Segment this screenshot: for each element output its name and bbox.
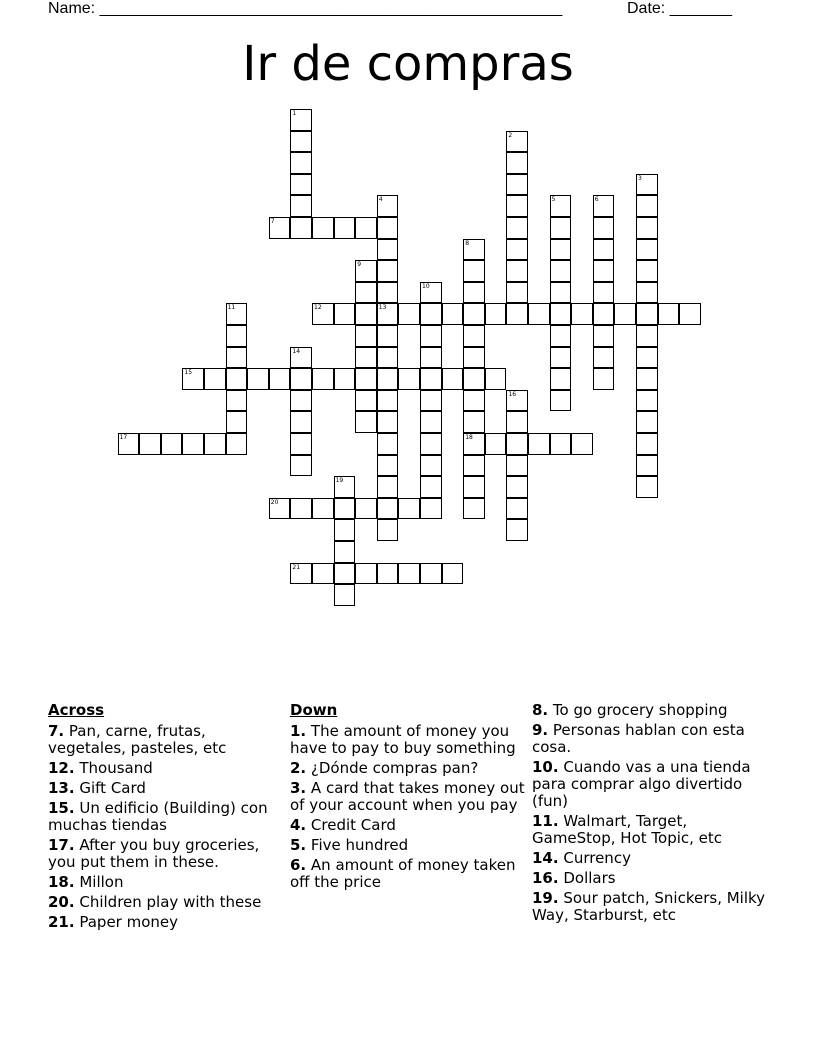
grid-cell[interactable] xyxy=(506,411,528,433)
grid-cell[interactable] xyxy=(571,303,593,325)
grid-cell[interactable] xyxy=(377,325,399,347)
clue-item xyxy=(48,760,284,777)
grid-cell[interactable] xyxy=(377,282,399,304)
grid-cell[interactable] xyxy=(290,217,312,239)
grid-cell[interactable] xyxy=(420,476,442,498)
grid-cell[interactable] xyxy=(377,411,399,433)
grid-cell[interactable] xyxy=(377,390,399,412)
clue-number: 4. xyxy=(290,816,307,834)
grid-cell[interactable] xyxy=(593,217,615,239)
grid-cell[interactable] xyxy=(377,260,399,282)
grid-cell[interactable] xyxy=(377,433,399,455)
grid-cell[interactable] xyxy=(636,303,658,325)
grid-cell[interactable] xyxy=(463,282,485,304)
grid-cell[interactable] xyxy=(377,563,399,585)
clue-number: 13. xyxy=(48,779,75,797)
clue-item xyxy=(290,817,526,834)
grid-cell[interactable] xyxy=(355,325,377,347)
grid-cell[interactable] xyxy=(355,282,377,304)
clue-text: After you buy groceries, you put them in these. xyxy=(48,836,260,871)
grid-cell[interactable] xyxy=(593,260,615,282)
clue-number: 12. xyxy=(48,759,75,777)
grid-cell[interactable] xyxy=(226,433,248,455)
grid-cell[interactable] xyxy=(463,411,485,433)
grid-cell[interactable] xyxy=(506,282,528,304)
grid-cell[interactable] xyxy=(290,195,312,217)
name-field[interactable]: Name: ____________________________________________________ xyxy=(48,0,563,17)
grid-cell[interactable] xyxy=(182,368,204,390)
clue-item xyxy=(48,780,284,797)
grid-cell[interactable] xyxy=(463,498,485,520)
grid-cell[interactable] xyxy=(312,368,334,390)
grid-cell[interactable] xyxy=(593,368,615,390)
grid-cell[interactable] xyxy=(312,217,334,239)
grid-cell[interactable] xyxy=(506,455,528,477)
grid-cell[interactable] xyxy=(290,347,312,369)
clue-number: 5. xyxy=(290,836,307,854)
clue-number: 15. xyxy=(48,799,75,817)
grid-cell[interactable] xyxy=(506,152,528,174)
grid-cell[interactable] xyxy=(614,303,636,325)
grid-cell[interactable] xyxy=(377,347,399,369)
clue-number: 21. xyxy=(48,913,75,931)
grid-cell[interactable] xyxy=(377,476,399,498)
grid-cell[interactable] xyxy=(463,347,485,369)
grid-cell[interactable] xyxy=(226,368,248,390)
grid-cell[interactable] xyxy=(463,390,485,412)
cell-number: 4 xyxy=(378,196,383,204)
grid-cell[interactable] xyxy=(550,195,572,217)
cell-number: 17 xyxy=(119,434,128,441)
grid-cell[interactable] xyxy=(290,109,312,131)
grid-cell[interactable] xyxy=(247,368,269,390)
clue-item xyxy=(48,800,284,834)
grid-cell[interactable] xyxy=(593,239,615,261)
grid-cell[interactable] xyxy=(420,282,442,304)
grid-cell[interactable] xyxy=(506,498,528,520)
grid-cell[interactable] xyxy=(442,303,464,325)
clue-number: 17. xyxy=(48,836,75,854)
cell-number: 9 xyxy=(357,261,362,269)
clue-item xyxy=(532,870,768,887)
clue-item xyxy=(48,914,284,931)
clue-text: The amount of money you have to pay to buy something xyxy=(290,722,516,757)
grid-cell[interactable] xyxy=(463,303,485,325)
grid-cell[interactable] xyxy=(377,455,399,477)
grid-cell[interactable] xyxy=(290,433,312,455)
grid-cell[interactable] xyxy=(269,217,291,239)
grid-cell[interactable] xyxy=(312,498,334,520)
clue-number: 7. xyxy=(48,722,65,740)
grid-cell[interactable] xyxy=(334,368,356,390)
grid-cell[interactable] xyxy=(550,217,572,239)
grid-cell[interactable] xyxy=(355,303,377,325)
clue-text: To go grocery shopping xyxy=(552,701,728,719)
grid-cell[interactable] xyxy=(506,476,528,498)
grid-cell[interactable] xyxy=(420,563,442,585)
grid-cell[interactable] xyxy=(269,498,291,520)
clue-item xyxy=(532,759,768,810)
clue-text: Paper money xyxy=(79,913,179,931)
grid-cell[interactable] xyxy=(485,433,507,455)
clue-number: 8. xyxy=(532,701,549,719)
grid-cell[interactable] xyxy=(506,239,528,261)
grid-cell[interactable] xyxy=(420,498,442,520)
clue-number: 1. xyxy=(290,722,307,740)
grid-cell[interactable] xyxy=(550,282,572,304)
grid-cell[interactable] xyxy=(226,325,248,347)
clue-text: ¿Dónde compras pan? xyxy=(310,759,479,777)
clue-item xyxy=(290,723,526,757)
grid-cell[interactable] xyxy=(550,433,572,455)
grid-cell[interactable] xyxy=(398,368,420,390)
clue-item xyxy=(48,874,284,891)
grid-cell[interactable] xyxy=(528,433,550,455)
grid-cell[interactable] xyxy=(636,411,658,433)
grid-cell[interactable] xyxy=(355,498,377,520)
grid-cell[interactable] xyxy=(658,303,680,325)
grid-cell[interactable] xyxy=(377,239,399,261)
grid-cell[interactable] xyxy=(355,390,377,412)
grid-cell[interactable] xyxy=(506,260,528,282)
cell-number: 5 xyxy=(551,196,556,204)
grid-cell[interactable] xyxy=(182,433,204,455)
cell-number: 15 xyxy=(184,369,193,377)
grid-cell[interactable] xyxy=(226,411,248,433)
grid-cell[interactable] xyxy=(506,217,528,239)
clue-text: Credit Card xyxy=(310,816,396,834)
clue-text: Children play with these xyxy=(79,893,262,911)
clue-number: 11. xyxy=(532,812,559,830)
clue-item xyxy=(290,780,526,814)
grid-cell[interactable] xyxy=(636,476,658,498)
grid-cell[interactable] xyxy=(334,303,356,325)
cell-number: 19 xyxy=(335,477,344,485)
puzzle-title: Ir de compras xyxy=(242,36,574,92)
clue-item xyxy=(48,837,284,871)
grid-cell[interactable] xyxy=(550,239,572,261)
clue-item xyxy=(48,894,284,911)
grid-cell[interactable] xyxy=(463,476,485,498)
cell-number: 11 xyxy=(227,304,236,312)
grid-cell[interactable] xyxy=(463,368,485,390)
clue-item xyxy=(290,857,526,891)
grid-cell[interactable] xyxy=(463,325,485,347)
grid-cell[interactable] xyxy=(420,390,442,412)
grid-cell[interactable] xyxy=(355,217,377,239)
grid-cell[interactable] xyxy=(226,390,248,412)
grid-cell[interactable] xyxy=(506,390,528,412)
across-clues xyxy=(48,700,284,934)
grid-cell[interactable] xyxy=(398,303,420,325)
grid-cell[interactable] xyxy=(377,368,399,390)
clue-text: Currency xyxy=(563,849,631,867)
grid-cell[interactable] xyxy=(290,368,312,390)
grid-cell[interactable] xyxy=(550,303,572,325)
cell-number: 21 xyxy=(292,563,301,571)
clue-item xyxy=(290,760,526,777)
clue-item xyxy=(532,890,768,924)
grid-cell[interactable] xyxy=(463,239,485,261)
grid-cell[interactable] xyxy=(463,433,485,455)
grid-cell[interactable] xyxy=(377,217,399,239)
grid-cell[interactable] xyxy=(334,519,356,541)
grid-cell[interactable] xyxy=(398,563,420,585)
cell-number: 16 xyxy=(508,390,517,398)
grid-cell[interactable] xyxy=(506,303,528,325)
clue-text: Un edificio (Building) con muchas tiendas xyxy=(48,799,268,834)
grid-cell[interactable] xyxy=(485,303,507,325)
clue-text: Millon xyxy=(79,873,124,891)
grid-cell[interactable] xyxy=(442,563,464,585)
cell-number: 20 xyxy=(270,498,279,506)
grid-cell[interactable] xyxy=(593,303,615,325)
grid-cell[interactable] xyxy=(593,347,615,369)
grid-cell[interactable] xyxy=(463,260,485,282)
grid-cell[interactable] xyxy=(636,195,658,217)
grid-cell[interactable] xyxy=(355,260,377,282)
clue-number: 18. xyxy=(48,873,75,891)
grid-cell[interactable] xyxy=(290,390,312,412)
grid-cell[interactable] xyxy=(334,584,356,606)
clue-text: Personas hablan con esta cosa. xyxy=(532,721,745,756)
clue-number: 20. xyxy=(48,893,75,911)
grid-cell[interactable] xyxy=(420,433,442,455)
grid-cell[interactable] xyxy=(506,433,528,455)
clue-number: 10. xyxy=(532,758,559,776)
cell-number: 1 xyxy=(292,110,297,117)
clue-number: 14. xyxy=(532,849,559,867)
grid-cell[interactable] xyxy=(355,347,377,369)
grid-cell[interactable] xyxy=(420,303,442,325)
grid-cell[interactable] xyxy=(636,390,658,412)
cell-number: 12 xyxy=(314,304,322,312)
clue-text: Five hundred xyxy=(310,836,409,854)
grid-cell[interactable] xyxy=(161,433,183,455)
grid-cell[interactable] xyxy=(636,368,658,390)
grid-cell[interactable] xyxy=(355,368,377,390)
grid-cell[interactable] xyxy=(485,368,507,390)
clue-text: A card that takes money out of your account when you pay xyxy=(290,779,525,814)
grid-cell[interactable] xyxy=(334,498,356,520)
grid-cell[interactable] xyxy=(377,498,399,520)
grid-cell[interactable] xyxy=(290,411,312,433)
cell-number: 13 xyxy=(378,304,387,312)
clue-item xyxy=(532,813,768,847)
grid-cell[interactable] xyxy=(398,498,420,520)
clue-item xyxy=(532,722,768,756)
grid-cell[interactable] xyxy=(204,433,226,455)
across-heading: Across xyxy=(48,701,105,719)
down-clues-continued xyxy=(532,700,768,927)
down-clues xyxy=(290,700,526,894)
grid-cell[interactable] xyxy=(312,563,334,585)
cell-number: 3 xyxy=(638,174,642,182)
date-field[interactable]: Date: _______ xyxy=(627,0,732,17)
grid-cell[interactable] xyxy=(290,563,312,585)
clue-text: Walmart, Target, GameStop, Hot Topic, etc xyxy=(532,812,723,847)
grid-cell[interactable] xyxy=(334,217,356,239)
cell-number: 7 xyxy=(270,218,275,225)
grid-cell[interactable] xyxy=(290,498,312,520)
grid-cell[interactable] xyxy=(377,519,399,541)
grid-cell[interactable] xyxy=(636,217,658,239)
grid-cell[interactable] xyxy=(334,563,356,585)
grid-cell[interactable] xyxy=(636,239,658,261)
grid-cell[interactable] xyxy=(420,455,442,477)
cell-number: 14 xyxy=(292,347,301,355)
grid-cell[interactable] xyxy=(636,433,658,455)
grid-cell[interactable] xyxy=(355,563,377,585)
grid-cell[interactable] xyxy=(204,368,226,390)
cell-number: 10 xyxy=(422,282,430,290)
grid-cell[interactable] xyxy=(550,368,572,390)
cell-number: 2 xyxy=(508,131,513,139)
clue-text: An amount of money taken off the price xyxy=(290,856,516,891)
grid-cell[interactable] xyxy=(420,325,442,347)
clue-text: Pan, carne, frutas, vegetales, pasteles, etc xyxy=(48,722,227,757)
grid-cell[interactable] xyxy=(636,174,658,196)
clue-number: 9. xyxy=(532,721,549,739)
cell-number: 18 xyxy=(465,434,473,441)
grid-cell[interactable] xyxy=(312,303,334,325)
grid-cell[interactable] xyxy=(355,411,377,433)
clue-text: Gift Card xyxy=(79,779,146,797)
clue-number: 6. xyxy=(290,856,307,874)
clue-item xyxy=(290,837,526,854)
grid-cell[interactable] xyxy=(226,303,248,325)
grid-cell[interactable] xyxy=(636,282,658,304)
grid-cell[interactable] xyxy=(550,325,572,347)
grid-cell[interactable] xyxy=(550,347,572,369)
grid-cell[interactable] xyxy=(636,347,658,369)
grid-cell[interactable] xyxy=(506,519,528,541)
down-heading: Down xyxy=(290,701,338,719)
grid-cell[interactable] xyxy=(269,368,291,390)
grid-cell[interactable] xyxy=(593,195,615,217)
grid-cell[interactable] xyxy=(290,455,312,477)
grid-cell[interactable] xyxy=(571,433,593,455)
clue-item xyxy=(532,702,768,719)
grid-cell[interactable] xyxy=(593,282,615,304)
grid-cell[interactable] xyxy=(442,368,464,390)
grid-cell[interactable] xyxy=(420,411,442,433)
grid-cell[interactable] xyxy=(550,260,572,282)
grid-cell[interactable] xyxy=(226,347,248,369)
grid-cell[interactable] xyxy=(118,433,140,455)
grid-cell[interactable] xyxy=(463,455,485,477)
clue-item xyxy=(48,723,284,757)
grid-cell[interactable] xyxy=(636,325,658,347)
cell-number: 8 xyxy=(465,239,470,247)
grid-cell[interactable] xyxy=(290,174,312,196)
clue-number: 3. xyxy=(290,779,307,797)
grid-cell[interactable] xyxy=(506,174,528,196)
grid-cell[interactable] xyxy=(420,347,442,369)
grid-cell[interactable] xyxy=(550,390,572,412)
grid-cell[interactable] xyxy=(139,433,161,455)
clue-number: 19. xyxy=(532,889,559,907)
grid-cell[interactable] xyxy=(679,303,701,325)
grid-cell[interactable] xyxy=(506,131,528,153)
grid-cell[interactable] xyxy=(593,325,615,347)
grid-cell[interactable] xyxy=(334,476,356,498)
grid-cell[interactable] xyxy=(506,195,528,217)
clue-text: Cuando vas a una tienda para comprar algo divertido (fun) xyxy=(532,758,751,810)
grid-cell[interactable] xyxy=(290,131,312,153)
clue-text: Dollars xyxy=(563,869,616,887)
grid-cell[interactable] xyxy=(377,195,399,217)
grid-cell[interactable] xyxy=(334,541,356,563)
cell-number: 6 xyxy=(594,196,599,204)
grid-cell[interactable] xyxy=(290,152,312,174)
grid-cell[interactable] xyxy=(420,368,442,390)
clue-item xyxy=(532,850,768,867)
clue-text: Sour patch, Snickers, Milky Way, Starburst, etc xyxy=(532,889,766,924)
clue-text: Thousand xyxy=(79,759,153,777)
grid-cell[interactable] xyxy=(528,303,550,325)
grid-cell[interactable] xyxy=(377,303,399,325)
clue-number: 16. xyxy=(532,869,559,887)
grid-cell[interactable] xyxy=(636,455,658,477)
clue-number: 2. xyxy=(290,759,307,777)
grid-cell[interactable] xyxy=(636,260,658,282)
